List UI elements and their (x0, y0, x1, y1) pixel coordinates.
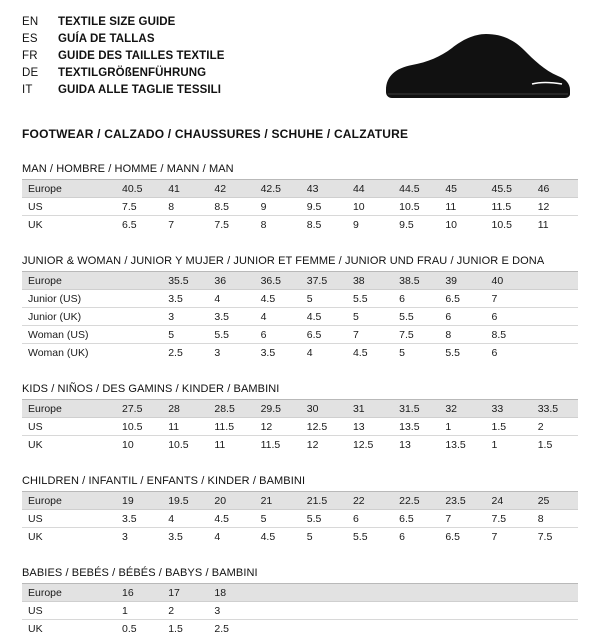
size-cell: 43 (301, 180, 347, 198)
size-cell: 19.5 (162, 492, 208, 510)
table-row (22, 180, 578, 198)
row-label: US (22, 510, 116, 528)
size-cell: 3 (208, 344, 254, 362)
size-group-label: CHILDREN / INFANTIL / ENFANTS / KINDER / BAMBINI (22, 475, 578, 492)
size-cell: 1 (486, 436, 532, 454)
size-cell: 41 (162, 180, 208, 198)
size-cell: 6.5 (116, 216, 162, 234)
size-cell: 10.5 (116, 418, 162, 436)
size-cell: 11 (439, 198, 485, 216)
language-code: IT (22, 82, 58, 99)
size-cell: 16 (116, 584, 162, 602)
size-cell: 11 (208, 436, 254, 454)
size-cell: 8.5 (208, 198, 254, 216)
size-cell: 6 (486, 308, 532, 326)
size-cell: 22 (347, 492, 393, 510)
table-row (22, 400, 578, 418)
size-cell: 5.5 (208, 326, 254, 344)
size-cell (393, 620, 439, 637)
size-cell: 24 (486, 492, 532, 510)
size-table (22, 492, 578, 545)
size-cell (393, 584, 439, 602)
size-cell: 12.5 (347, 436, 393, 454)
size-cell (532, 584, 578, 602)
size-cell: 1.5 (486, 418, 532, 436)
size-cell: 4.5 (255, 528, 301, 546)
size-cell: 11.5 (208, 418, 254, 436)
size-cell: 7 (162, 216, 208, 234)
size-cell: 33 (486, 400, 532, 418)
size-cell: 13 (347, 418, 393, 436)
size-cell: 4.5 (208, 510, 254, 528)
size-cell: 5 (301, 528, 347, 546)
size-cell: 10.5 (393, 198, 439, 216)
row-label: Europe (22, 492, 116, 510)
size-cell (116, 272, 162, 290)
size-cell: 3 (116, 528, 162, 546)
size-cell (532, 620, 578, 637)
size-cell: 29.5 (255, 400, 301, 418)
size-group (22, 163, 578, 233)
size-cell: 7.5 (208, 216, 254, 234)
size-cell: 8 (162, 198, 208, 216)
language-row (22, 31, 225, 48)
size-group-label: JUNIOR & WOMAN / JUNIOR Y MUJER / JUNIOR ET FEMME / JUNIOR UND FRAU / JUNIOR E DONA (22, 255, 578, 272)
size-cell: 9 (255, 198, 301, 216)
page-title: FOOTWEAR / CALZADO / CHAUSSURES / SCHUHE / CALZATURE (22, 127, 578, 141)
size-cell: 9.5 (301, 198, 347, 216)
row-label: US (22, 602, 116, 620)
size-cell: 40.5 (116, 180, 162, 198)
size-cell: 44.5 (393, 180, 439, 198)
size-cell: 4.5 (347, 344, 393, 362)
size-cell: 21 (255, 492, 301, 510)
size-cell: 11 (162, 418, 208, 436)
size-cell: 35.5 (162, 272, 208, 290)
size-cell: 11.5 (255, 436, 301, 454)
size-cell: 13.5 (439, 436, 485, 454)
size-cell: 13.5 (393, 418, 439, 436)
size-cell: 6 (255, 326, 301, 344)
row-label: UK (22, 528, 116, 546)
row-label: UK (22, 436, 116, 454)
language-title: GUÍA DE TALLAS (58, 31, 155, 48)
row-label: US (22, 418, 116, 436)
size-cell: 7 (347, 326, 393, 344)
language-title: TEXTILGRÖßENFÜHRUNG (58, 65, 206, 82)
size-cell: 6 (393, 528, 439, 546)
size-cell: 7 (439, 510, 485, 528)
size-cell: 28.5 (208, 400, 254, 418)
size-cell: 6.5 (301, 326, 347, 344)
size-cell: 7.5 (393, 326, 439, 344)
language-code: EN (22, 14, 58, 31)
language-row (22, 65, 225, 82)
size-cell: 6.5 (439, 528, 485, 546)
page-header (22, 14, 578, 112)
row-label: Woman (US) (22, 326, 116, 344)
size-cell: 32 (439, 400, 485, 418)
size-group-label: MAN / HOMBRE / HOMME / MANN / MAN (22, 163, 578, 180)
size-cell (486, 584, 532, 602)
size-cell (301, 620, 347, 637)
size-cell: 45.5 (486, 180, 532, 198)
size-cell: 21.5 (301, 492, 347, 510)
size-cell: 5 (393, 344, 439, 362)
table-row (22, 308, 578, 326)
size-cell: 1 (439, 418, 485, 436)
table-row (22, 344, 578, 362)
language-row (22, 82, 225, 99)
size-cell: 42 (208, 180, 254, 198)
size-cell (532, 308, 578, 326)
size-cell: 38.5 (393, 272, 439, 290)
size-cell (301, 602, 347, 620)
row-label: Europe (22, 400, 116, 418)
row-label: Junior (US) (22, 290, 116, 308)
size-cell (532, 290, 578, 308)
size-group (22, 255, 578, 361)
size-cell: 3.5 (255, 344, 301, 362)
size-cell: 7.5 (116, 198, 162, 216)
size-cell: 5.5 (347, 528, 393, 546)
size-cell: 9 (347, 216, 393, 234)
size-cell: 5 (255, 510, 301, 528)
size-cell: 4.5 (255, 290, 301, 308)
row-label: US (22, 198, 116, 216)
size-cell: 5.5 (439, 344, 485, 362)
size-cell: 1 (116, 602, 162, 620)
table-row (22, 418, 578, 436)
table-row (22, 436, 578, 454)
size-cell (532, 602, 578, 620)
size-cell: 4 (301, 344, 347, 362)
size-cell: 3.5 (162, 290, 208, 308)
table-row (22, 602, 578, 620)
size-cell: 19 (116, 492, 162, 510)
size-cell: 39 (439, 272, 485, 290)
size-cell: 31.5 (393, 400, 439, 418)
size-cell: 10 (347, 198, 393, 216)
size-group (22, 475, 578, 545)
size-cell: 12 (532, 198, 578, 216)
size-cell: 22.5 (393, 492, 439, 510)
size-cell: 7.5 (532, 528, 578, 546)
size-cell: 4.5 (301, 308, 347, 326)
language-code: ES (22, 31, 58, 48)
size-cell: 42.5 (255, 180, 301, 198)
row-label: UK (22, 216, 116, 234)
size-cell: 7 (486, 290, 532, 308)
size-cell: 17 (162, 584, 208, 602)
language-title-list (22, 14, 225, 99)
table-row (22, 620, 578, 637)
table-row (22, 528, 578, 546)
size-cell: 28 (162, 400, 208, 418)
size-group-label: KIDS / NIÑOS / DES GAMINS / KINDER / BAMBINI (22, 383, 578, 400)
size-cell: 10.5 (486, 216, 532, 234)
size-cell: 30 (301, 400, 347, 418)
size-cell: 45 (439, 180, 485, 198)
language-row (22, 14, 225, 31)
size-cell: 8 (532, 510, 578, 528)
row-label: Woman (UK) (22, 344, 116, 362)
table-row (22, 198, 578, 216)
language-title: GUIDA ALLE TAGLIE TESSILI (58, 82, 221, 99)
size-cell: 3 (208, 602, 254, 620)
size-cell: 25 (532, 492, 578, 510)
size-cell: 13 (393, 436, 439, 454)
size-cell: 4 (208, 528, 254, 546)
size-cell (486, 602, 532, 620)
size-cell: 2.5 (162, 344, 208, 362)
size-cell: 40 (486, 272, 532, 290)
size-cell: 6 (486, 344, 532, 362)
size-table (22, 584, 578, 637)
size-cell: 4 (208, 290, 254, 308)
size-cell: 44 (347, 180, 393, 198)
size-cell: 3.5 (208, 308, 254, 326)
size-cell: 31 (347, 400, 393, 418)
size-table (22, 400, 578, 453)
size-cell: 3.5 (162, 528, 208, 546)
size-cell: 5 (162, 326, 208, 344)
size-cell: 9.5 (393, 216, 439, 234)
size-cell: 36.5 (255, 272, 301, 290)
size-cell: 7 (486, 528, 532, 546)
size-group-label: BABIES / BEBÉS / BÉBÉS / BABYS / BAMBINI (22, 567, 578, 584)
size-cell (532, 272, 578, 290)
size-cell (301, 584, 347, 602)
row-label: Europe (22, 584, 116, 602)
size-cell: 33.5 (532, 400, 578, 418)
size-cell: 6 (393, 290, 439, 308)
size-cell (347, 620, 393, 637)
size-cell: 8 (439, 326, 485, 344)
size-cell (439, 602, 485, 620)
size-cell: 2 (162, 602, 208, 620)
size-cell: 38 (347, 272, 393, 290)
row-label: UK (22, 620, 116, 637)
size-cell: 20 (208, 492, 254, 510)
size-cell: 7.5 (486, 510, 532, 528)
size-cell: 11 (532, 216, 578, 234)
size-cell: 4 (255, 308, 301, 326)
size-cell: 8.5 (486, 326, 532, 344)
size-tables-container (22, 163, 578, 637)
size-table (22, 180, 578, 233)
language-title: TEXTILE SIZE GUIDE (58, 14, 175, 31)
size-cell: 0.5 (116, 620, 162, 637)
size-cell (255, 602, 301, 620)
size-cell (255, 584, 301, 602)
size-cell: 2 (532, 418, 578, 436)
language-code: FR (22, 48, 58, 65)
size-cell (116, 344, 162, 362)
table-row (22, 492, 578, 510)
size-cell: 6 (439, 308, 485, 326)
row-label: Junior (UK) (22, 308, 116, 326)
table-row (22, 584, 578, 602)
size-cell: 10 (439, 216, 485, 234)
size-cell (347, 584, 393, 602)
size-cell (532, 326, 578, 344)
size-cell: 10 (116, 436, 162, 454)
size-cell: 37.5 (301, 272, 347, 290)
size-cell: 3.5 (116, 510, 162, 528)
size-cell: 1.5 (162, 620, 208, 637)
size-cell: 5.5 (301, 510, 347, 528)
size-cell (347, 602, 393, 620)
size-table (22, 272, 578, 361)
size-cell: 8 (255, 216, 301, 234)
size-cell: 4 (162, 510, 208, 528)
size-cell: 1.5 (532, 436, 578, 454)
size-group (22, 567, 578, 637)
row-label: Europe (22, 272, 116, 290)
size-cell: 5.5 (393, 308, 439, 326)
language-row (22, 48, 225, 65)
size-cell (486, 620, 532, 637)
size-cell: 12.5 (301, 418, 347, 436)
size-cell: 12 (255, 418, 301, 436)
table-row (22, 510, 578, 528)
size-cell (116, 326, 162, 344)
table-row (22, 216, 578, 234)
size-cell (116, 308, 162, 326)
size-cell: 18 (208, 584, 254, 602)
row-label: Europe (22, 180, 116, 198)
size-cell: 27.5 (116, 400, 162, 418)
dress-shoe-icon (382, 32, 572, 112)
size-cell: 23.5 (439, 492, 485, 510)
size-cell: 5.5 (347, 290, 393, 308)
language-code: DE (22, 65, 58, 82)
size-cell: 12 (301, 436, 347, 454)
size-cell: 8.5 (301, 216, 347, 234)
size-cell (532, 344, 578, 362)
size-cell: 6.5 (439, 290, 485, 308)
size-cell (439, 620, 485, 637)
size-cell: 5 (301, 290, 347, 308)
size-cell: 5 (347, 308, 393, 326)
language-title: GUIDE DES TAILLES TEXTILE (58, 48, 225, 65)
size-cell (116, 290, 162, 308)
table-row (22, 326, 578, 344)
size-cell: 3 (162, 308, 208, 326)
size-cell: 11.5 (486, 198, 532, 216)
size-cell: 36 (208, 272, 254, 290)
size-cell (439, 584, 485, 602)
size-cell (393, 602, 439, 620)
size-cell: 6.5 (393, 510, 439, 528)
size-group (22, 383, 578, 453)
size-cell: 6 (347, 510, 393, 528)
size-cell: 2.5 (208, 620, 254, 637)
table-row (22, 272, 578, 290)
table-row (22, 290, 578, 308)
size-cell: 10.5 (162, 436, 208, 454)
size-cell (255, 620, 301, 637)
size-cell: 46 (532, 180, 578, 198)
